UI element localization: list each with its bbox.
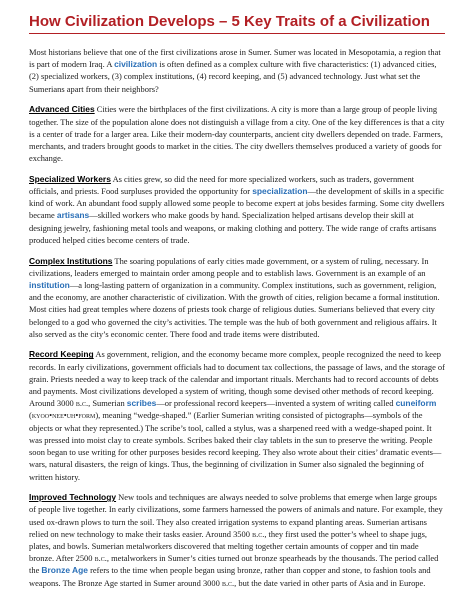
specialized-workers-text-1: As cities grew, so did the need for more specialized workers, such as traders, government officials, and priests. Food surpluses provided the opportunity for [29,173,415,197]
section-improved-technology [29,491,445,589]
record-keeping-text-5: ), meaning “wedge-shaped.” (Earlier Sumerian writing consisted of pictographs—symbols of the objects or what they represented.) The scribe’s tool, called a stylus, was a sharpened reed with a wedge-shaped point. It was pressed into moist clay to create symbols. Scribes baked their clay tablets in the sun to preserve the writing. People soon began to use writing for other purposes besides record keeping. They also wrote about their cities’ dramatic events—wars, natural disasters, the reign of kings. Thus, the beginning of civilization in Sumer also signaled the beginning of written history. [29,410,442,482]
section-advanced-cities [29,103,445,164]
complex-institutions-text-2: —a long-lasting pattern of organization in a community. Complex institutions, such as government, religion, and the economy, are another characteristic of civilization. With the growth of cities, religion became a formal institution. Most cities had great temples where dozens of priests took charge of religious duties. Sumerians believed that every city belonged to a god who governed the city’s activities. The temple was the hub of both government and religious affairs. It also served as the city’s economic center. There food and trade items were distributed. [29,279,440,339]
page-title: How Civilization Develops – 5 Key Traits of a Civilization [29,13,430,30]
section-heading-advanced-cities: Advanced Cities [29,104,95,115]
pronunciation-cuneiform: kyoo•nee•uh•form [31,410,96,421]
record-keeping-text-1: As government, religion, and the economy became more complex, people recognized the need to keep records. In early civilizations, government officials had to document tax collections, the passage of laws, and the storage of grain. Priests needed a way to keep track of the calendar and important rituals. Merchants had to record accounts of debts and payments. Most civilizations developed a system of writing, though some devised other methods of record keeping. Around 3000 [29,349,445,409]
section-heading-complex-institutions: Complex Institutions [29,255,113,266]
record-keeping-text-3: —or professional record keepers—invented a system of writing called [156,398,396,409]
term-scribes: scribes [126,398,157,409]
improved-technology-text-3: , metalworkers in Sumer’s cities turned out bronze spearheads by the thousands. The period called the [29,553,439,576]
improved-technology-text-1: New tools and techniques are always needed to solve problems that emerge when large groups of people live together. In early civilizations, some farmers harnessed the powers of animals and nature. For example, they used ox-drawn plows to turn the soil. They also created irrigation systems to expand planting areas. Sumerian artisans relied on new technology to make their tasks easier. Around 3500 [29,492,443,539]
term-bronze-age: Bronze Age [41,565,88,576]
era-label: b.c. [94,553,107,564]
era-label: b.c. [221,577,235,588]
era-label: b.c. [252,528,265,539]
complex-institutions-text-1: The soaring populations of early cities made government, or a system of ruling, necessary. In civilizations, leaders emerged to maintain order among people and to establish laws. Government is an example of an [29,255,429,278]
section-heading-specialized-workers: Specialized Workers [29,173,111,184]
section-specialized-workers [29,173,445,246]
improved-technology-text-4: refers to the time when people began using bronze, rather than copper and stone, to fashion tools and weapons. The Bronze Age started in Sumer around 3000 [29,565,431,588]
improved-technology-text-2: , they first used the potter’s wheel to shape jugs, plates, and bowls. Sumerian metalworkers discovered that melting together certain amounts of copper and tin made bronze. After 2500 [29,528,428,564]
advanced-cities-text: Cities were the birthplaces of the first civilizations. A city is more than a large group of people living together. The size of the population alone does not distinguish a village from a city. One of the key differences is that a city is a center of trade for a larger area. Like their modern-day counterparts, ancient city dwellers depended on trade. Farmers, merchants, and traders brought goods to market in the cities. The city dwellers themselves produced a variety of goods for exchange. [29,104,445,164]
intro-paragraph [29,46,445,95]
title-divider [29,33,445,34]
section-heading-record-keeping: Record Keeping [29,349,94,360]
term-civilization: civilization [114,59,158,70]
section-heading-improved-technology: Improved Technology [29,492,117,503]
section-complex-institutions [29,255,445,340]
record-keeping-text-4: ( [29,410,32,421]
era-label: b.c. [75,398,89,409]
term-artisans: artisans [56,210,90,221]
section-record-keeping [29,348,445,482]
intro-text-2: is often defined as a complex culture with five characteristics: (1) advanced cities, (2) specialized workers, (3) complex institutions, (4) record keeping, and (5) advanced technology. Just what set the Sumerians apart from their neighbors? [29,59,437,94]
specialized-workers-text-3: —skilled workers who make goods by hand. Specialization helped artisans develop their skill at designing jewelry, fashioning metal tools and weapons, or making clothing and pottery. The wide range of crafts artisans produced helped cities become centers of trade. [29,210,437,245]
term-cuneiform: cuneiform [395,398,437,409]
improved-technology-text-5: , but the date varied in other parts of Asia and in Europe. [234,577,426,588]
intro-text-1: Most historians believe that one of the first civilizations arose in Sumer. Sumer was located in Mesopotamia, a region that is part of modern Iraq. A [29,47,441,70]
term-specialization: specialization [252,186,308,197]
term-institution: institution [29,279,70,290]
specialized-workers-text-2: —the development of skills in a specific kind of work. An abundant food supply allowed some people to become expert at jobs besides farming. Some city dwellers became [29,186,445,221]
record-keeping-text-2: , Sumerian [88,398,127,409]
